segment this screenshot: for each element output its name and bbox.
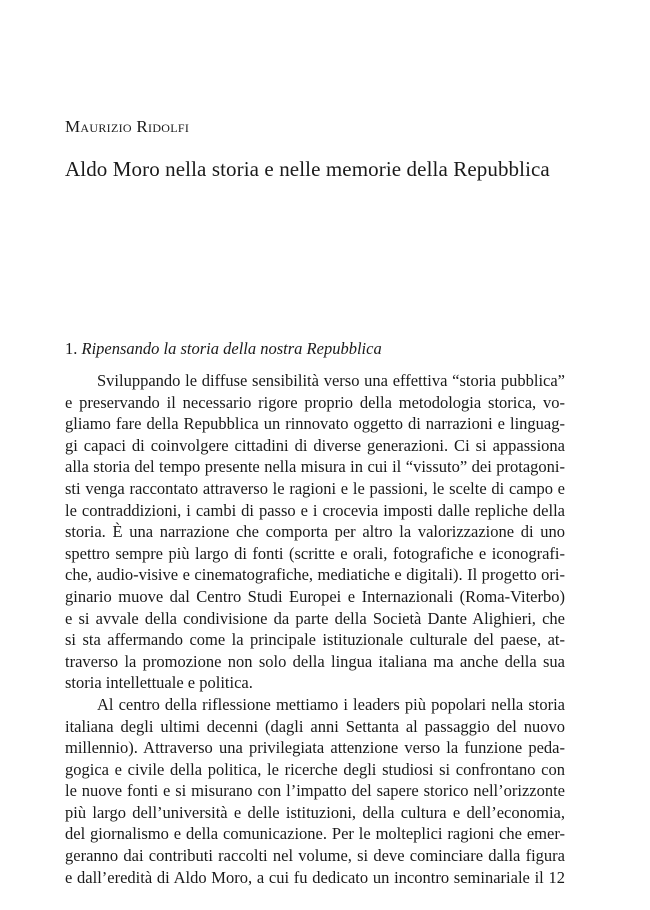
author-name: Maurizio Ridolfi (65, 117, 190, 136)
text-line: italiana degli ultimi decenni (dagli anni Settanta al passaggio del nuovo (65, 716, 565, 736)
text-line: alla storia del tempo presente nella misura in cui il “vissuto” dei protagoni- (65, 457, 565, 477)
text-line: geranno dai contributi raccolti nel volume, si deve cominciare dalla figura (65, 846, 565, 866)
text-line: spettro sempre più largo di fonti (scritte e orali, fotografiche e iconografi- (65, 543, 565, 563)
text-line: gliamo fare della Repubblica un rinnovato oggetto di narrazioni e linguag- (65, 414, 565, 434)
section-title: Ripensando la storia della nostra Repubblica (81, 339, 382, 358)
text-line: ginario muove dal Centro Studi Europei e Internazionali (Roma-Viterbo) (65, 586, 565, 606)
text-line: e preservando il necessario rigore proprio della metodologia storica, vo- (65, 392, 565, 412)
text-line: le nuove fonti e si misurano con l’impatto del sapere storico nell’orizzonte (65, 781, 565, 801)
text-line: del giornalismo e della comunicazione. Per le molteplici ragioni che emer- (65, 824, 565, 844)
text-line: millennio). Attraverso una privilegiata attenzione verso la funzione peda- (65, 738, 565, 758)
text-line: e si avvale della condivisione da parte della Società Dante Alighieri, che (65, 608, 565, 628)
section-heading (65, 339, 382, 359)
text-line: Sviluppando le diffuse sensibilità verso una effettiva “storia pubblica” (97, 371, 565, 390)
text-line: e dall’eredità di Aldo Moro, a cui fu dedicato un incontro seminariale il 12 (65, 867, 565, 887)
text-line: storia intellettuale e politica. (65, 673, 253, 693)
text-line: si sta affermando come la principale istituzionale culturale del paese, at- (65, 630, 565, 650)
text-line: più largo dell’università e delle istituzioni, della cultura e dell’economia, (65, 802, 565, 822)
text-line: Al centro della riflessione mettiamo i leaders più popolari nella storia (97, 694, 565, 714)
text-line: le contraddizioni, i cambi di passo e i crocevia imposti dalle repliche della (65, 500, 565, 520)
text-line: gi capaci di coinvolgere cittadini di diverse generazioni. Ci si appassiona (65, 435, 565, 455)
section-number: 1. (65, 339, 78, 358)
chapter-title: Aldo Moro nella storia e nelle memorie della Repubblica (65, 157, 550, 181)
text-line: sti venga raccontato attraverso le ragioni e le passioni, le scelte di campo e (65, 478, 565, 498)
text-line: storia. È una narrazione che comporta per altro la valorizzazione di uno (65, 522, 565, 542)
text-line: che, audio-visive e cinematografiche, mediatiche e digitali). Il progetto ori- (65, 565, 565, 585)
body-text (65, 370, 565, 888)
text-line: traverso la promozione non solo della lingua italiana ma anche della sua (65, 651, 565, 671)
text-line: gogica e civile della politica, le ricerche degli studiosi si confrontano con (65, 759, 565, 779)
